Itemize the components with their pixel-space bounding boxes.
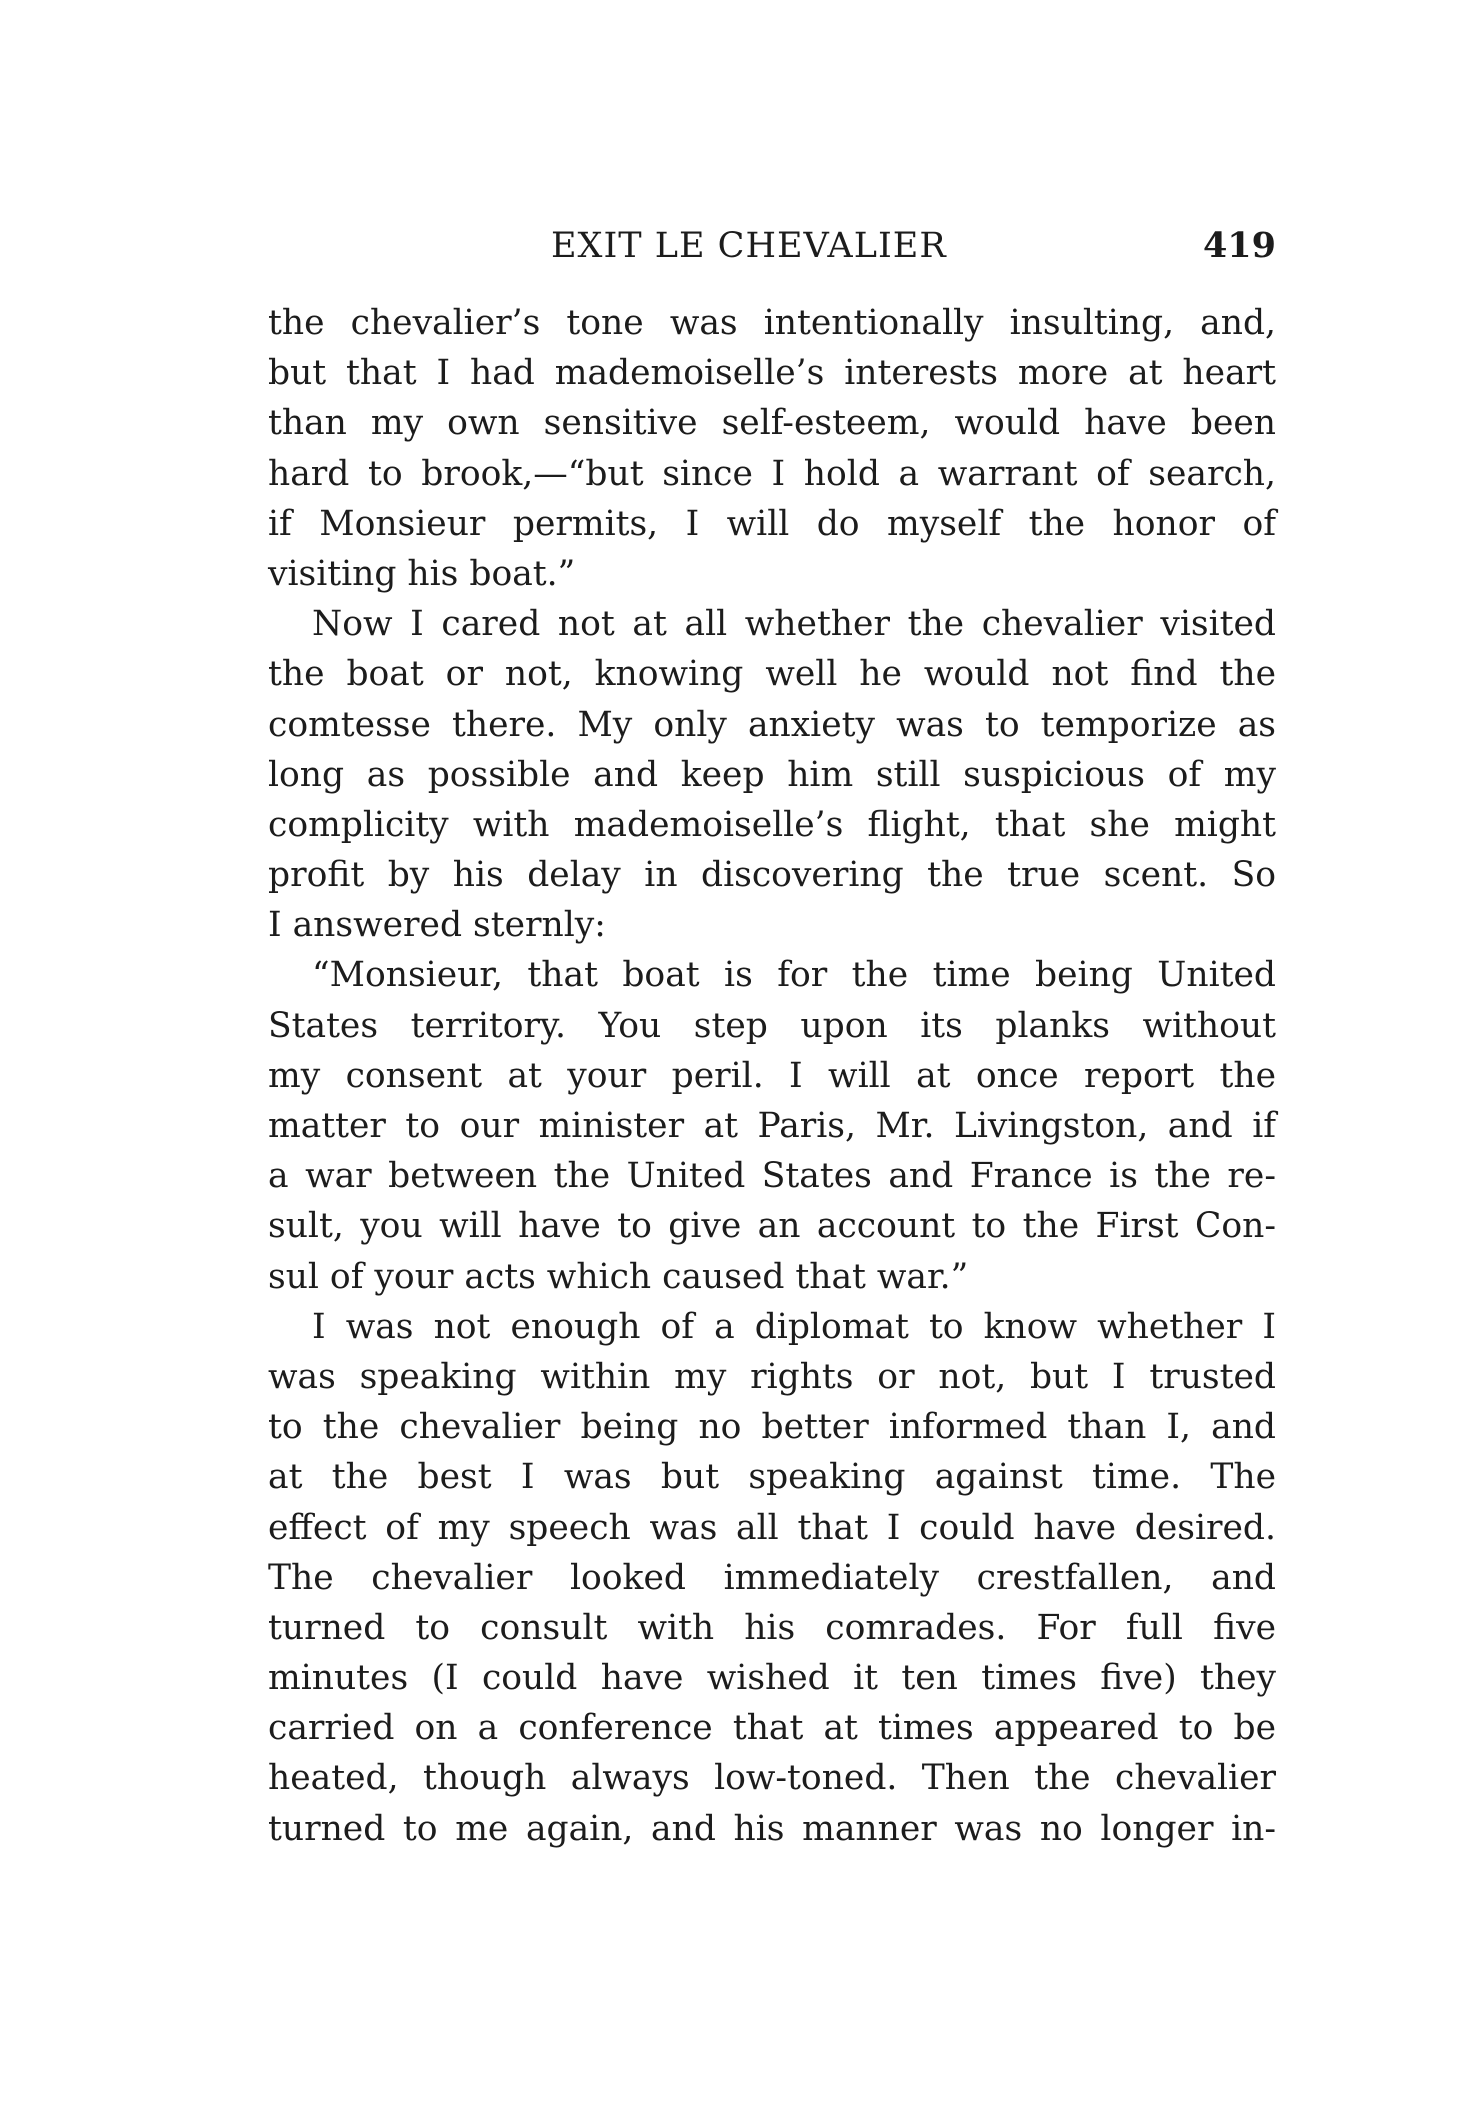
text-line: profit by his delay in discovering the true scent. So <box>268 855 1276 896</box>
text-line: States territory. You step upon its planks without <box>268 1005 1276 1046</box>
text-line: sul of your acts which caused that war.” <box>268 1256 969 1297</box>
page-number: 419 <box>1202 225 1276 266</box>
text-line: than my own sensitive self-esteem, would have been <box>268 403 1276 444</box>
text-line: effect of my speech was all that I could have desired. <box>268 1507 1276 1548</box>
text-line: The chevalier looked immediately crestfallen, and <box>268 1557 1276 1598</box>
text-line: was speaking within my rights or not, but I trusted <box>268 1356 1276 1397</box>
text-line: I answered sternly: <box>268 905 606 946</box>
paragraph-first-line: Now I cared not at all whether the chevalier visited <box>312 604 1276 645</box>
text-line: to the chevalier being no better informed than I, and <box>268 1407 1276 1448</box>
text-line: if Monsieur permits, I will do myself the honor of <box>268 503 1276 544</box>
chapter-title: EXIT LE CHEVALIER <box>551 226 947 266</box>
text-line: turned to me again, and his manner was no longer in- <box>268 1808 1276 1849</box>
body-text <box>268 298 1276 1854</box>
text-line: carried on a conference that at times appeared to be <box>268 1708 1276 1749</box>
text-line: at the best I was but speaking against time. The <box>268 1457 1276 1498</box>
text-line: sult, you will have to give an account to the First Con- <box>268 1206 1276 1247</box>
text-line: matter to our minister at Paris, Mr. Livingston, and if <box>268 1106 1276 1146</box>
text-line: but that I had mademoiselle’s interests more at heart <box>268 353 1276 394</box>
text-line: hard to brook,—“but since I hold a warrant of search, <box>268 453 1276 494</box>
running-head <box>268 218 1276 274</box>
text-line: comtesse there. My only anxiety was to temporize as <box>268 704 1276 745</box>
text-line: my consent at your peril. I will at once report the <box>268 1055 1276 1096</box>
text-line: visiting his boat.” <box>268 553 576 594</box>
text-line: minutes (I could have wished it ten times five) they <box>268 1658 1276 1699</box>
text-line: the boat or not, knowing well he would not find the <box>268 654 1276 695</box>
text-line: the chevalier’s tone was intentionally insulting, and, <box>268 303 1276 343</box>
paragraph-first-line: I was not enough of a diplomat to know whether I <box>312 1306 1276 1347</box>
text-line: turned to consult with his comrades. For full five <box>268 1607 1276 1648</box>
text-line: complicity with mademoiselle’s flight, that she might <box>268 804 1276 845</box>
text-line: a war between the United States and France is the re- <box>268 1156 1276 1197</box>
paragraph-first-line: “Monsieur, that boat is for the time being United <box>312 955 1276 996</box>
text-line: heated, though always low-toned. Then the chevalier <box>268 1758 1276 1799</box>
text-line: long as possible and keep him still suspicious of my <box>268 754 1276 795</box>
